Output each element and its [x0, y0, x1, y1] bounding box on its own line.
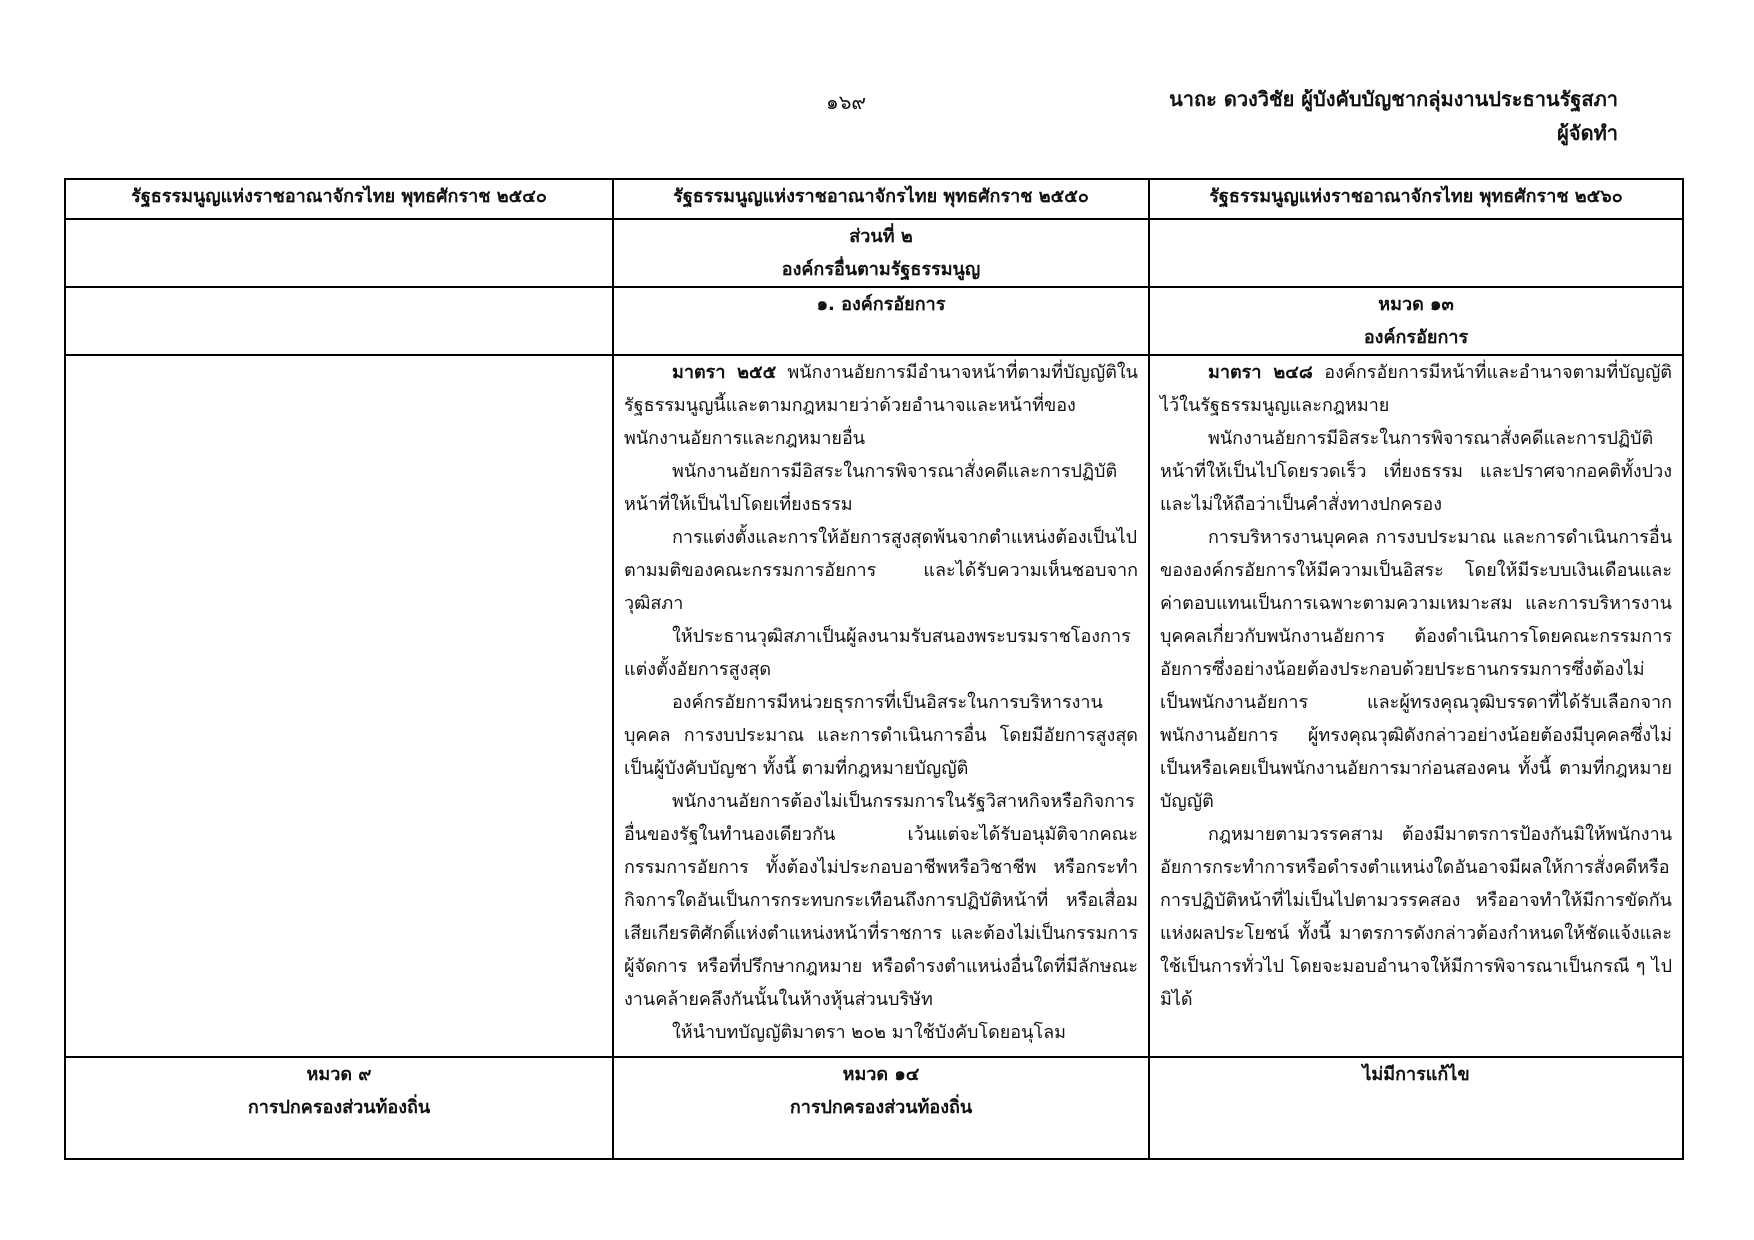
column-header-2540: รัฐธรรมนูญแห่งราชอาณาจักรไทย พุทธศักราช ๒๕๔๐ [65, 179, 613, 219]
comparison-table [64, 178, 1684, 1160]
paragraph: การแต่งตั้งและการให้อัยการสูงสุดพ้นจากตำแหน่งต้องเป็นไปตามมติของคณะกรรมการอัยการ และได้รับความเห็นชอบจากวุฒิสภา [624, 527, 1138, 614]
part-title: องค์กรอื่นตามรัฐธรรมนูญ [781, 259, 981, 280]
paragraph: การบริหารงานบุคคล การงบประมาณ และการดำเนินการอื่นขององค์กรอัยการให้มีความเป็นอิสระ โดยให้มีระบบเงินเดือนและค่าตอบแทนเป็นการเฉพาะตามความเหมาะสม และการบริหารงานบุคคลเกี่ยวกับพนักงานอัยการ ต้องดำเนินการโดยคณะกรรมการอัยการซึ่งอย่างน้อยต้องประกอบด้วยประธานกรรมการซึ่งต้องไม่เป็นพนักงานอัยการ และผู้ทรงคุณวุฒิบรรดาที่ได้รับเลือกจากพนักงานอัยการ ผู้ทรงคุณวุฒิดังกล่าวอย่างน้อยต้องมีบุคคลซึ่งไม่เป็นหรือเคยเป็นพนักงานอัยการมาก่อนสองคน ทั้งนี้ ตามที่กฎหมายบัญญัติ [1160, 527, 1672, 812]
column-header-2550: รัฐธรรมนูญแห่งราชอาณาจักรไทย พุทธศักราช ๒๕๕๐ [613, 179, 1149, 219]
paragraph [1160, 356, 1672, 422]
author-block [1169, 82, 1618, 150]
paragraph-text: องค์กรอัยการมีหน้าที่และอำนาจตามที่บัญญัติไว้ในรัฐธรรมนูญและกฎหมาย [1160, 362, 1672, 416]
part-cell-2560 [1149, 219, 1683, 287]
chapter-title-2550: การปกครองส่วนท้องถิ่น [789, 1097, 973, 1118]
page-number: ๑๖๙ [826, 90, 867, 114]
paragraph-text: พนักงานอัยการมีอำนาจหน้าที่ตามที่บัญญัติในรัฐธรรมนูญนี้และตามกฎหมายว่าด้วยอำนาจและหน้าที่ของพนักงานอัยการและกฎหมายอื่น [624, 362, 1138, 449]
paragraph: กฎหมายตามวรรคสาม ต้องมีมาตรการป้องกันมิให้พนักงานอัยการกระทำการหรือดำรงตำแหน่งใดอันอาจมีผลให้การสั่งคดีหรือการปฏิบัติหน้าที่ไม่เป็นไปตามวรรคสอง หรืออาจทำให้มีการขัดกันแห่งผลประโยชน์ ทั้งนี้ มาตรการดังกล่าวต้องกำหนดให้ชัดแจ้งและใช้เป็นการทั่วไป โดยจะมอบอำนาจให้มีการพิจารณาเป็นกรณี ๆ ไปมิได้ [1160, 824, 1672, 1010]
org-heading-row [65, 287, 1683, 355]
column-header-2560: รัฐธรรมนูญแห่งราชอาณาจักรไทย พุทธศักราช ๒๕๖๐ [1149, 179, 1683, 219]
author-role: ผู้จัดทำ [1557, 121, 1618, 145]
local-cell-2550 [613, 1057, 1149, 1159]
chapter-title-2540: การปกครองส่วนท้องถิ่น [247, 1097, 431, 1118]
section-number: มาตรา ๒๕๕ [672, 362, 777, 383]
paragraph: ให้ประธานวุฒิสภาเป็นผู้ลงนามรับสนองพระบรมราชโองการแต่งตั้งอัยการสูงสุด [624, 626, 1131, 680]
chapter-title-2560: องค์กรอัยการ [1363, 327, 1469, 348]
org-heading-cell-2540 [65, 287, 613, 355]
paragraph: ให้นำบทบัญญัติมาตรา ๒๐๒ มาใช้บังคับโดยอนุโลม [672, 1022, 1066, 1043]
section-cell-2560 [1149, 355, 1683, 1057]
local-cell-2540 [65, 1057, 613, 1159]
part-cell-2540 [65, 219, 613, 287]
paragraph: องค์กรอัยการมีหน่วยธุรการที่เป็นอิสระในการบริหารงานบุคคล การงบประมาณ และการดำเนินการอื่น โดยมีอัยการสูงสุดเป็นผู้บังคับบัญชา ทั้งนี้ ตามที่กฎหมายบัญญัติ [624, 692, 1138, 779]
section-row [65, 355, 1683, 1057]
paragraph [624, 356, 1138, 455]
chapter-number-2560: หมวด ๑๓ [1378, 294, 1454, 315]
author-name: นาถะ ดวงวิชัย ผู้บังคับบัญชากลุ่มงานประธานรัฐสภา [1169, 87, 1618, 111]
paragraph: พนักงานอัยการมีอิสระในการพิจารณาสั่งคดีและการปฏิบัติหน้าที่ให้เป็นไปโดยรวดเร็ว เที่ยงธรรม และปราศจากอคติทั้งปวง และไม่ให้ถือว่าเป็นคำสั่งทางปกครอง [1160, 428, 1672, 515]
section-number: มาตรา ๒๔๘ [1208, 362, 1313, 383]
part-row [65, 219, 1683, 287]
section-cell-2550 [613, 355, 1149, 1057]
no-amendment-note: ไม่มีการแก้ไข [1362, 1064, 1470, 1085]
org-heading-cell-2560 [1149, 287, 1683, 355]
section-cell-2540 [65, 355, 613, 1057]
org-heading-cell-2550 [613, 287, 1149, 355]
org-heading-2550: ๑. องค์กรอัยการ [816, 294, 946, 315]
part-cell-2550 [613, 219, 1149, 287]
chapter-number-2540: หมวด ๙ [306, 1064, 372, 1085]
paragraph: พนักงานอัยการต้องไม่เป็นกรรมการในรัฐวิสาหกิจหรือกิจการอื่นของรัฐในทำนองเดียวกัน เว้นแต่จะได้รับอนุมัติจากคณะกรรมการอัยการ ทั้งต้องไม่ประกอบอาชีพหรือวิชาชีพ หรือกระทำกิจการใดอันเป็นการกระทบกระเทือนถึงการปฏิบัติหน้าที่ หรือเสื่อมเสียเกียรติศักดิ์แห่งตำแหน่งหน้าที่ราชการ และต้องไม่เป็นกรรมการ ผู้จัดการ หรือที่ปรึกษากฎหมาย หรือดำรงตำแหน่งอื่นใดที่มีลักษณะงานคล้ายคลึงกันนั้นในห้างหุ้นส่วนบริษัท [624, 791, 1138, 1010]
local-government-row [65, 1057, 1683, 1159]
paragraph: พนักงานอัยการมีอิสระในการพิจารณาสั่งคดีและการปฏิบัติหน้าที่ให้เป็นไปโดยเที่ยงธรรม [624, 461, 1118, 515]
local-cell-2560 [1149, 1057, 1683, 1159]
part-number: ส่วนที่ ๒ [849, 226, 913, 247]
chapter-number-2550: หมวด ๑๔ [842, 1064, 920, 1085]
header-row [65, 179, 1683, 219]
